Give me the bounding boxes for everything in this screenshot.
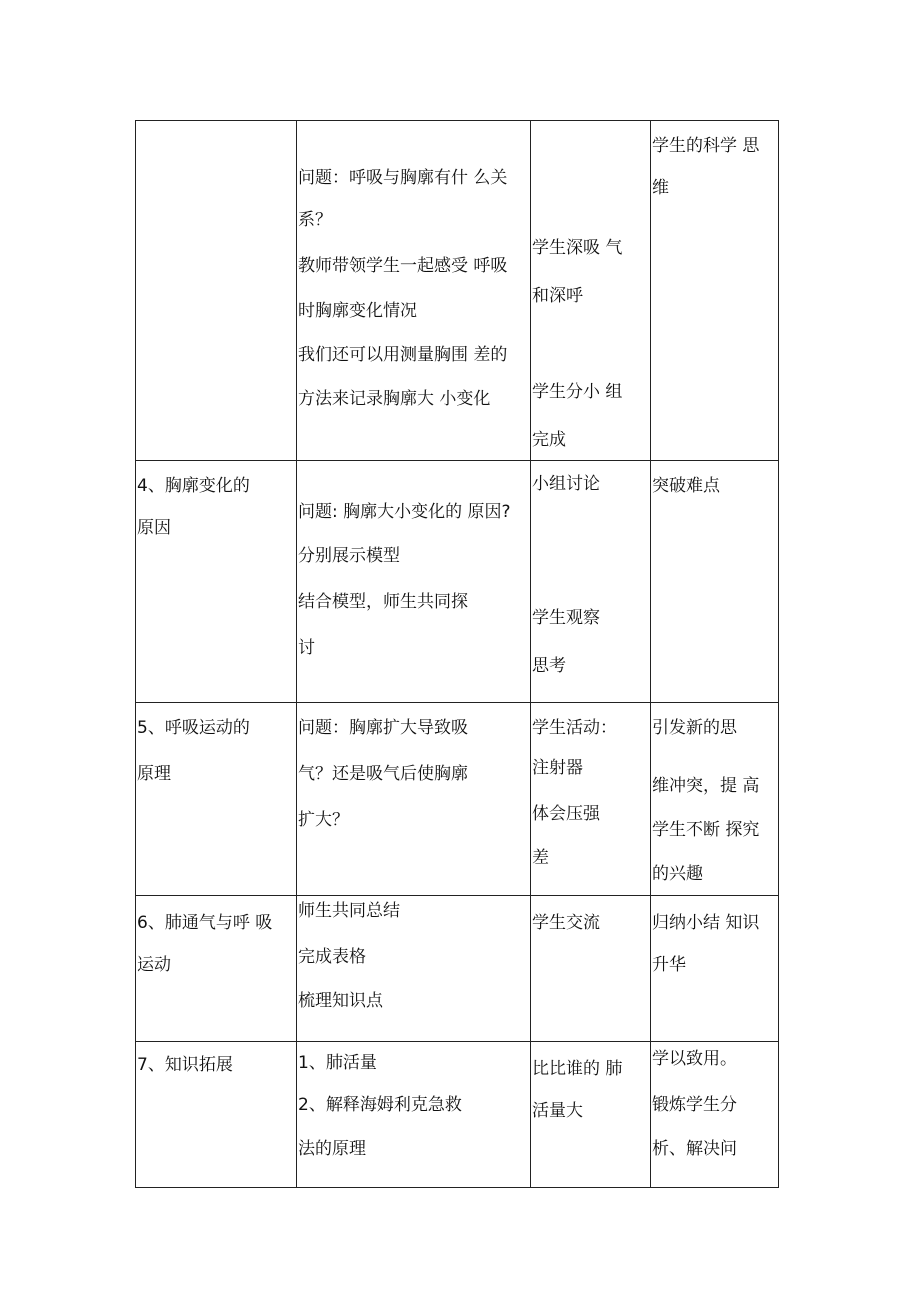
teacher-activity-cell xyxy=(297,1042,531,1188)
cell-line: 升华 xyxy=(652,955,686,975)
cell-line: 1、肺活量 xyxy=(298,1053,377,1073)
cell-line: 的兴趣 xyxy=(652,864,703,884)
cell-line: 讨 xyxy=(298,638,315,658)
teacher-activity-cell xyxy=(297,896,531,1042)
cell-line: 气？还是吸气后使胸廓 xyxy=(298,764,468,784)
cell-line: 小组讨论 xyxy=(532,474,600,494)
cell-line: 问题：呼吸与胸廓有什 么关 xyxy=(298,168,508,188)
cell-line: 引发新的思 xyxy=(652,718,737,738)
cell-line: 原理 xyxy=(137,764,171,784)
cell-line: 差 xyxy=(532,848,549,868)
student-activity-cell xyxy=(531,1042,651,1188)
table-row xyxy=(136,896,779,1042)
cell-line: 体会压强 xyxy=(532,804,600,824)
cell-line: 学生活动： xyxy=(532,718,617,738)
cell-line: 学以致用。 xyxy=(652,1049,737,1069)
cell-line: 问题: 胸廓大小变化的 原因? xyxy=(298,502,511,522)
stage-cell xyxy=(136,896,297,1042)
cell-line: 维 xyxy=(652,178,669,198)
cell-line: 析、解决问 xyxy=(652,1139,737,1159)
cell-line: 我们还可以用测量胸围 差的 xyxy=(298,345,508,365)
cell-line: 学生的科学 思 xyxy=(652,136,760,156)
cell-line: 锻炼学生分 xyxy=(652,1095,737,1115)
stage-cell xyxy=(136,703,297,896)
teacher-activity-cell xyxy=(297,121,531,461)
cell-line: 完成表格 xyxy=(298,947,366,967)
teacher-activity-cell xyxy=(297,703,531,896)
cell-line: 4、胸廓变化的 xyxy=(137,476,250,496)
cell-line: 方法来记录胸廓大 小变化 xyxy=(298,389,491,409)
cell-line: 2、解释海姆利克急救 xyxy=(298,1095,462,1115)
student-activity-cell xyxy=(531,896,651,1042)
cell-line: 教师带领学生一起感受 呼吸 xyxy=(298,256,508,276)
cell-line: 学生分小 组 xyxy=(532,382,623,402)
table-row xyxy=(136,703,779,896)
design-intent-cell xyxy=(651,1042,779,1188)
cell-line: 系？ xyxy=(298,210,332,230)
cell-line: 梳理知识点 xyxy=(298,991,383,1011)
cell-line: 完成 xyxy=(532,430,566,450)
cell-line: 师生共同总结 xyxy=(298,901,400,921)
cell-line: 活量大 xyxy=(532,1101,583,1121)
cell-line: 学生观察 xyxy=(532,608,600,628)
cell-line: 注射器 xyxy=(532,758,583,778)
table-row xyxy=(136,1042,779,1188)
cell-line: 比比谁的 肺 xyxy=(532,1059,623,1079)
table-row xyxy=(136,121,779,461)
stage-cell xyxy=(136,121,297,461)
cell-line: 7、知识拓展 xyxy=(137,1055,233,1075)
cell-line: 时胸廓变化情况 xyxy=(298,301,417,321)
cell-line: 分别展示模型 xyxy=(298,546,400,566)
design-intent-cell xyxy=(651,896,779,1042)
design-intent-cell xyxy=(651,703,779,896)
stage-cell xyxy=(136,1042,297,1188)
cell-line: 5、呼吸运动的 xyxy=(137,718,250,738)
cell-line: 思考 xyxy=(532,656,566,676)
cell-line: 6、肺通气与呼 吸 xyxy=(137,913,273,933)
cell-line: 结合模型，师生共同探 xyxy=(298,592,468,612)
cell-line: 扩大？ xyxy=(298,810,349,830)
design-intent-cell xyxy=(651,461,779,703)
cell-line: 法的原理 xyxy=(298,1139,366,1159)
cell-line: 学生交流 xyxy=(532,913,600,933)
table-row xyxy=(136,461,779,703)
cell-line: 和深呼 xyxy=(532,286,583,306)
teacher-activity-cell xyxy=(297,461,531,703)
cell-line: 归纳小结 知识 xyxy=(652,913,760,933)
cell-line: 维冲突，提 高 xyxy=(652,776,760,796)
cell-line: 学生深吸 气 xyxy=(532,238,623,258)
student-activity-cell xyxy=(531,703,651,896)
cell-line: 原因 xyxy=(137,518,171,538)
student-activity-cell xyxy=(531,461,651,703)
stage-cell xyxy=(136,461,297,703)
student-activity-cell xyxy=(531,121,651,461)
cell-line: 运动 xyxy=(137,955,171,975)
lesson-plan-table xyxy=(135,120,779,1188)
cell-line: 学生不断 探究 xyxy=(652,820,760,840)
design-intent-cell xyxy=(651,121,779,461)
cell-line: 问题：胸廓扩大导致吸 xyxy=(298,718,468,738)
cell-line: 突破难点 xyxy=(652,476,720,496)
